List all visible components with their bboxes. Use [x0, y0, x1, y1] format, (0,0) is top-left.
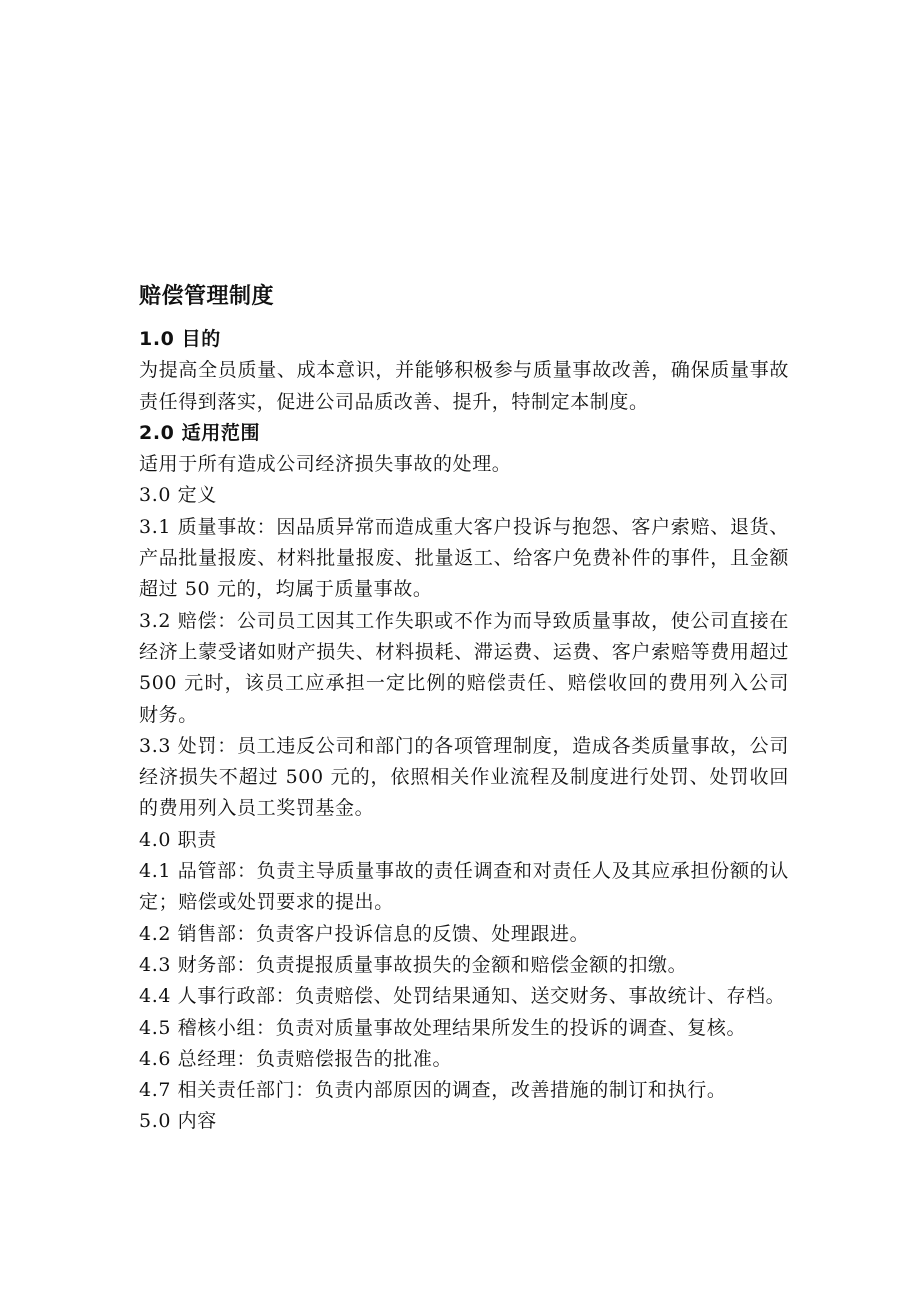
- document-page: [139, 282, 789, 1138]
- paragraph-responsibility-sales-dept: 4.2 销售部：负责客户投诉信息的反馈、处理跟进。: [139, 922, 590, 945]
- section-heading-purpose: 1.0 目的: [139, 328, 221, 350]
- paragraph-responsibility-hr-admin-dept: 4.4 人事行政部：负责赔偿、处罚结果通知、送交财务、事故统计、存档。: [139, 985, 786, 1008]
- section-heading-content: 5.0 内容: [139, 1110, 217, 1133]
- paragraph-responsibility-audit-team: 4.5 稽核小组：负责对质量事故处理结果所发生的投诉的调查、复核。: [139, 1016, 747, 1039]
- paragraph-responsibility-finance-dept: 4.3 财务部：负责提报质量事故损失的金额和赔偿金额的扣缴。: [139, 953, 688, 976]
- section-heading-definitions: 3.0 定义: [139, 484, 217, 507]
- paragraph-definition-penalty: 3.3 处罚：员工违反公司和部门的各项管理制度，造成各类质量事故，公司经济损失不超过 500 元的，依照相关作业流程及制度进行处罚、处罚收回的费用列入员工奖罚基金。: [139, 734, 789, 820]
- section-heading-scope: 2.0 适用范围: [139, 421, 261, 444]
- paragraph-responsibility-related-depts: 4.7 相关责任部门：负责内部原因的调查，改善措施的制订和执行。: [139, 1079, 727, 1102]
- paragraph-responsibility-quality-dept: 4.1 品管部：负责主导质量事故的责任调查和对责任人及其应承担份额的认定；赔偿或处罚要求的提出。: [139, 860, 789, 914]
- section-heading-responsibilities: 4.0 职责: [139, 828, 217, 851]
- document-title: 赔偿管理制度: [139, 284, 275, 309]
- paragraph-definition-compensation: 3.2 赔偿：公司员工因其工作失职或不作为而导致质量事故，使公司直接在经济上蒙受诸如财产损失、材料损耗、滞运费、运费、客户索赔等费用超过 500 元时，该员工应承担一定比例的赔偿责任、赔偿收回的费用列入公司财务。: [139, 609, 789, 726]
- paragraph-purpose: 为提高全员质量、成本意识，并能够积极参与质量事故改善，确保质量事故责任得到落实，促进公司品质改善、提升，特制定本制度。: [139, 359, 789, 413]
- paragraph-definition-quality-accident: 3.1 质量事故：因品质异常而造成重大客户投诉与抱怨、客户索赔、退货、产品批量报废、材料批量报废、批量返工、给客户免费补件的事件，且金额超过 50 元的，均属于质量事故。: [139, 515, 789, 601]
- paragraph-responsibility-general-manager: 4.6 总经理：负责赔偿报告的批准。: [139, 1047, 453, 1070]
- paragraph-scope: 适用于所有造成公司经济损失事故的处理。: [139, 453, 512, 476]
